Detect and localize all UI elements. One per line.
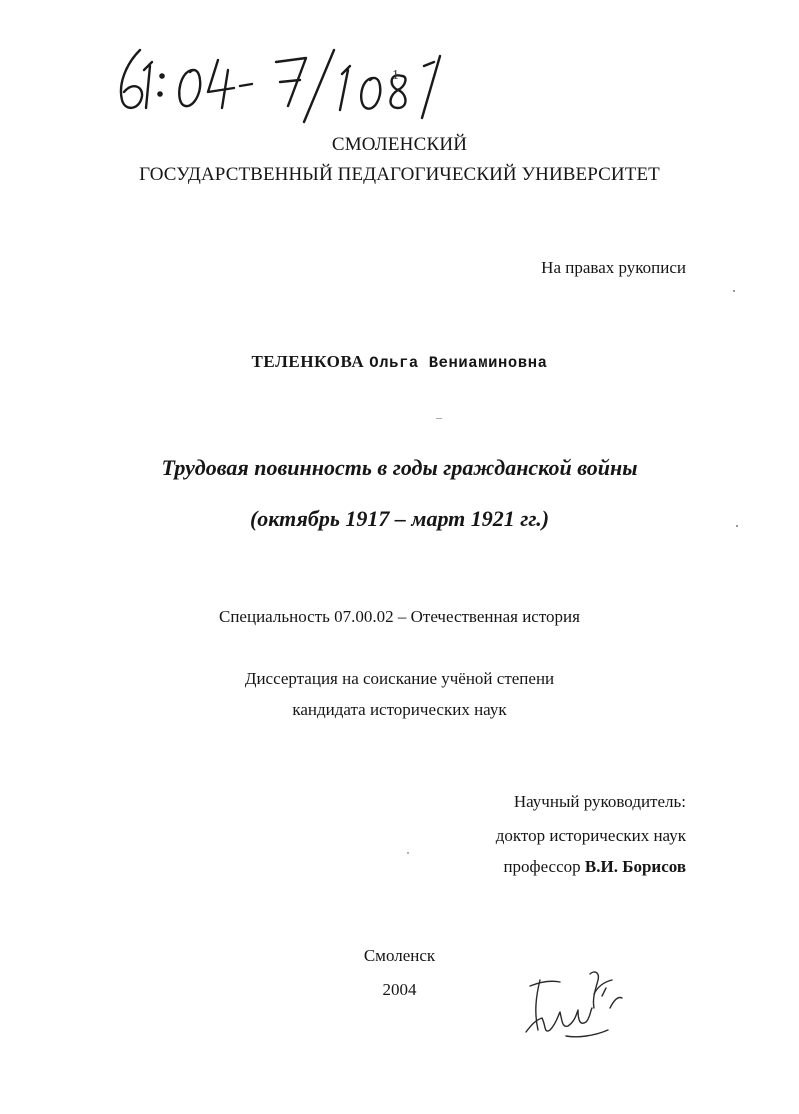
author-name	[0, 352, 799, 372]
handwritten-archive-code	[110, 36, 470, 126]
author-surname: ТЕЛЕНКОВА	[251, 352, 365, 371]
degree-line-1: Диссертация на соискание учёной степени	[244, 669, 555, 688]
university-name-line-2: ГОСУДАРСТВЕННЫЙ ПЕДАГОГИЧЕСКИЙ УНИВЕРСИТЕТ	[139, 164, 660, 185]
page-number: 1	[392, 68, 399, 83]
scan-speck	[733, 290, 735, 292]
degree-line-2: кандидата исторических наук	[292, 700, 507, 719]
supervisor-name: В.И. Борисов	[584, 857, 686, 876]
scan-speck	[736, 525, 738, 527]
handwritten-signature	[516, 946, 626, 1046]
author-given-names: Ольга Вениаминовна	[369, 354, 548, 372]
dissertation-title-line-2: (октябрь 1917 – март 1921 гг.)	[249, 506, 550, 531]
supervisor-label: Научный руководитель:	[513, 792, 686, 811]
year: 2004	[382, 980, 417, 999]
signature-drawing	[516, 946, 626, 1046]
scan-speck	[407, 852, 409, 854]
city: Смоленск	[363, 946, 436, 965]
supervisor-degree: доктор исторических наук	[495, 826, 686, 845]
handwritten-archive-code-drawing	[110, 36, 470, 126]
supervisor-title-name	[503, 857, 686, 877]
university-name-line-1: СМОЛЕНСКИЙ	[331, 134, 468, 155]
specialty: Специальность 07.00.02 – Отечественная история	[219, 607, 580, 626]
supervisor-title: профессор	[503, 857, 581, 876]
manuscript-note: На правах рукописи	[541, 258, 686, 277]
dissertation-title-line-1: Трудовая повинность в годы гражданской войны	[161, 455, 638, 480]
scan-speck	[436, 418, 442, 419]
